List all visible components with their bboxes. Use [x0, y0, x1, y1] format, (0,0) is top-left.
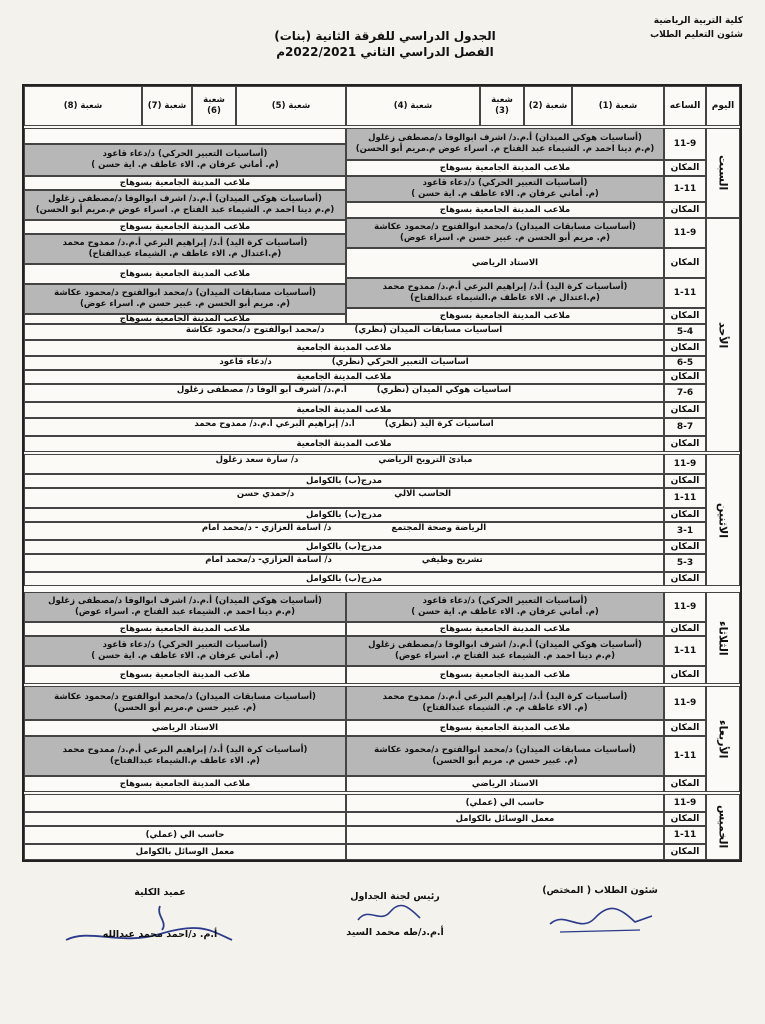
place-cell: ملاعب المدينة الجامعية بسوهاج — [346, 666, 664, 684]
course-name: (أساسيات التعبير الحركي) د/دعاء قاعود — [422, 596, 588, 606]
course-name: مبادئ الترويح الرياضي — [378, 455, 473, 465]
place-cell: ملاعب المدينة الجامعية بسوهاج — [24, 776, 346, 792]
col-time: الساعه — [664, 86, 706, 126]
empty-cell — [24, 128, 346, 144]
col-section-6: شعبة (6) — [192, 86, 236, 126]
class-cell — [346, 218, 664, 248]
place-cell: الاستاد الرياضي — [346, 248, 664, 278]
course-staff: د/محمد ابوالفتوح د/محمود عكاشة — [185, 325, 325, 335]
course-name: (أساسيات كرة اليد) أ.د/ إبراهيم البرعي أ.م.د/ ممدوح محمد — [62, 745, 308, 755]
place-cell: معمل الوسائل بالكوامل — [24, 844, 346, 860]
time-cell: 11-9 — [664, 454, 706, 474]
theory-course-row — [24, 324, 664, 340]
place-cell: الاستاد الرياضي — [346, 776, 664, 792]
place-cell: مدرج(ب) بالكوامل — [24, 572, 664, 586]
course-name: (أساسيات مسابقات الميدان) د/محمد ابوالفتوح د/محمود عكاشة — [374, 222, 636, 232]
course-staff: (م. أماني عرفان م. الاء عاطف م. اية حسن ) — [411, 189, 599, 199]
time-cell: 11-9 — [664, 128, 706, 160]
time-cell: 1-11 — [664, 636, 706, 666]
place-cell: مدرج(ب) بالكوامل — [24, 508, 664, 522]
place-label: المكان — [664, 720, 706, 736]
signature-scribble-committee — [350, 902, 430, 928]
place-label: المكان — [664, 248, 706, 278]
place-label: المكان — [664, 508, 706, 522]
place-label: المكان — [664, 474, 706, 488]
course-name: (أساسيات هوكي الميدان) أ.م.د/ اشرف ابوالوفا د/مصطفى زغلول — [368, 640, 642, 650]
course-name: (أساسيات التعبير الحركي) د/دعاء قاعود — [102, 640, 268, 650]
class-cell — [346, 592, 664, 622]
day-sunday: الأحد — [706, 218, 740, 452]
empty-cell — [24, 794, 346, 812]
theory-course-row — [24, 384, 664, 402]
time-cell: 7-6 — [664, 384, 706, 402]
course-name: اساسيات التعبير الحركي (نظري) — [331, 357, 469, 367]
course-staff: (م. الاء عاطف م. م. الشيماء عبدالفتاح) — [422, 703, 588, 713]
time-cell: 1-11 — [664, 488, 706, 508]
place-label: المكان — [664, 540, 706, 554]
col-section-1: شعبة (1) — [572, 86, 664, 126]
college-name: كلية التربية الرياضية — [653, 16, 743, 26]
class-cell — [346, 278, 664, 308]
time-cell: 5-4 — [664, 324, 706, 340]
course-staff: (م.م دينا احمد م. الشيماء عبد الفتاح م. اسراء عوض) — [75, 607, 295, 617]
time-cell: 5-3 — [664, 554, 706, 572]
class-cell — [24, 686, 346, 720]
time-cell: 11-9 — [664, 686, 706, 720]
course-name: اساسيات كرة اليد (نظري) — [384, 419, 494, 429]
place-cell: ملاعب المدينة الجامعية — [24, 436, 664, 452]
place-cell: ملاعب المدينة الجامعية بسوهاج — [346, 622, 664, 636]
course-staff: (م. مريم أبو الحسن م. عبير حسن م. اسراء عوض) — [400, 233, 610, 243]
class-cell — [24, 234, 346, 264]
time-cell: 6-5 — [664, 356, 706, 370]
signature-title: شئون الطلاب ( المختص) — [542, 885, 658, 896]
col-section-3: شعبة (3) — [480, 86, 524, 126]
course-name: الرياضة وصحة المجتمع — [391, 523, 487, 533]
place-label: المكان — [664, 308, 706, 324]
course-name: (أساسيات هوكي الميدان) أ.م.د/ اشرف ابوالوفا د/مصطفى زغلول — [48, 194, 322, 204]
place-cell: ملاعب المدينة الجامعية بسوهاج — [24, 314, 346, 324]
place-label: المكان — [664, 776, 706, 792]
signature-scribble-dean — [60, 900, 240, 950]
time-cell: 11-9 — [664, 218, 706, 248]
empty-cell — [24, 812, 346, 826]
day-saturday: السبت — [706, 128, 740, 218]
course-staff: (م.م دينا احمد م. الشيماء عبد الفتاح م. اسراء عوض) — [395, 651, 615, 661]
col-section-4: شعبة (4) — [346, 86, 480, 126]
course-name: (أساسيات كرة اليد) أ.د/ إبراهيم البرعي أ.م.د/ ممدوح محمد — [62, 238, 308, 248]
place-cell: مدرج(ب) بالكوامل — [24, 540, 664, 554]
col-day: اليوم — [706, 86, 740, 126]
time-cell: 11-9 — [664, 592, 706, 622]
place-cell: الاستاد الرياضي — [24, 720, 346, 736]
course-staff: د/ اسامة العزازي - د/محمد امام — [201, 523, 332, 533]
place-label: المكان — [664, 666, 706, 684]
class-cell — [24, 636, 346, 666]
course-name: (أساسيات كرة اليد) أ.د/ إبراهيم البرعي أ.م.د/ ممدوح محمد — [382, 692, 628, 702]
day-monday: الاثنين — [706, 454, 740, 586]
schedule-title: الجدول الدراسي للفرقة الثانية (بنات) — [274, 29, 496, 43]
theory-course-row — [24, 454, 664, 474]
place-label: المكان — [664, 370, 706, 384]
committee-head-name: أ.م.د/طه محمد السيد — [346, 927, 444, 938]
course-staff: (م. أماني عرفان م. الاء عاطف م. اية حسن ) — [91, 160, 279, 170]
course-staff: (م. عبير حسن م. مريم أبو الحسن) — [432, 756, 578, 766]
time-cell: 11-9 — [664, 794, 706, 812]
course-name: (أساسيات التعبير الحركي) د/دعاء قاعود — [102, 149, 268, 159]
class-cell — [346, 686, 664, 720]
course-name: اساسيات هوكي الميدان (نظري) — [376, 385, 512, 395]
course-staff: (م.اعتدال م. الاء عاطف م.الشيماء عبدالفتاح) — [410, 293, 600, 303]
dean-name: أ.م. د/احمد محمد عبدالله — [102, 929, 218, 940]
place-cell: ملاعب المدينة الجامعية بسوهاج — [346, 202, 664, 218]
place-label: المكان — [664, 622, 706, 636]
place-label: المكان — [664, 572, 706, 586]
theory-course-row — [24, 488, 664, 508]
theory-course-row — [24, 554, 664, 572]
time-cell: 3-1 — [664, 522, 706, 540]
course-staff: د/دعاء قاعود — [219, 357, 272, 367]
schedule-subtitle: الفصل الدراسي الثاني 2022/2021م — [276, 45, 494, 59]
course-staff: (م.م دينا احمد م. الشيماء عبد الفتاح م. اسراء عوض م.مريم أبو الحسن) — [355, 144, 655, 154]
document-title — [250, 28, 520, 60]
place-cell: ملاعب المدينة الجامعية — [24, 340, 664, 356]
place-cell: ملاعب المدينة الجامعية بسوهاج — [24, 176, 346, 190]
place-label: المكان — [664, 160, 706, 176]
time-cell: 1-11 — [664, 176, 706, 202]
course-name: تشريح وظيفي — [421, 555, 483, 565]
course-staff: (م. مريم أبو الحسن م. عبير حسن م. اسراء عوض) — [80, 299, 290, 309]
class-cell: حاسب الي (عملي) — [24, 826, 346, 844]
class-cell — [346, 128, 664, 160]
theory-course-row — [24, 522, 664, 540]
course-staff: (م. الاء عاطف م.الشيماء عبدالفتاح) — [110, 756, 260, 766]
place-label: المكان — [664, 844, 706, 860]
day-tuesday: الثلاثاء — [706, 592, 740, 684]
class-cell — [346, 736, 664, 776]
place-cell: ملاعب المدينة الجامعية بسوهاج — [24, 666, 346, 684]
course-staff: (م.م دينا احمد م. الشيماء عبد الفتاح م. اسراء عوض م.مريم أبو الحسن) — [35, 205, 335, 215]
place-cell: ملاعب المدينة الجامعية بسوهاج — [24, 220, 346, 234]
course-name: (أساسيات مسابقات الميدان) د/محمد ابوالفتوح د/محمود عكاشة — [374, 745, 636, 755]
empty-cell — [346, 844, 664, 860]
theory-course-row — [24, 418, 664, 436]
theory-course-row — [24, 356, 664, 370]
day-thursday: الخميس — [706, 794, 740, 860]
class-cell — [24, 592, 346, 622]
course-name: (أساسيات التعبير الحركي) د/دعاء قاعود — [422, 178, 588, 188]
class-cell — [346, 176, 664, 202]
course-staff: د/ اسامة العزازي- د/محمد امام — [205, 555, 332, 565]
col-section-7: شعبة (7) — [142, 86, 192, 126]
course-name: (أساسيات هوكي الميدان) أ.م.د/ اشرف ابوالوفا د/مصطفى زغلول — [48, 596, 322, 606]
place-cell: ملاعب المدينة الجامعية بسوهاج — [346, 308, 664, 324]
day-wednesday: الأربعاء — [706, 686, 740, 792]
course-staff: أ.م.د/ اشرف أبو الوفا د/ مصطفى زغلول — [176, 385, 347, 395]
place-cell: ملاعب المدينة الجامعية — [24, 402, 664, 418]
course-name: (أساسيات هوكي الميدان) أ.م.د/ اشرف ابوالوفا د/مصطفى زغلول — [368, 133, 642, 143]
class-cell: حاسب الي (عملي) — [346, 794, 664, 812]
course-staff: د/ سارة سعد زغلول — [215, 455, 299, 465]
class-cell — [24, 736, 346, 776]
place-label: المكان — [664, 340, 706, 356]
dean-signature — [90, 886, 230, 900]
course-name: (أساسيات كرة اليد) أ.د/ إبراهيم البرعي أ.م.د/ ممدوح محمد — [382, 282, 628, 292]
course-staff: (م. عبير حسن م.مريم أبو الحسن) — [113, 703, 257, 713]
col-section-5: شعبة (5) — [236, 86, 346, 126]
course-name: الحاسب الالي — [394, 489, 452, 499]
place-cell: ملاعب المدينة الجامعية بسوهاج — [24, 622, 346, 636]
course-name: (أساسيات مسابقات الميدان) د/محمد ابوالفتوح د/محمود عكاشة — [54, 692, 316, 702]
course-name: (أساسيات مسابقات الميدان) د/محمد ابوالفتوح د/محمود عكاشة — [54, 288, 316, 298]
place-cell: معمل الوسائل بالكوامل — [346, 812, 664, 826]
place-cell: ملاعب المدينة الجامعية بسوهاج — [24, 264, 346, 284]
signature-title: عميد الكلية — [134, 887, 186, 898]
institution-header — [593, 14, 743, 42]
course-staff: (م. أماني عرفان م. الاء عاطف م. اية حسن ) — [91, 651, 279, 661]
place-cell: ملاعب المدينة الجامعية بسوهاج — [346, 160, 664, 176]
department-name: شئون التعليم الطلاب — [650, 30, 743, 40]
course-staff: د/حمدي حسن — [236, 489, 295, 499]
course-staff: أ.د/ إبراهيم البرعي أ.م.د/ ممدوح محمد — [194, 419, 355, 429]
signature-title: رئيس لجنة الجداول — [350, 891, 440, 902]
place-cell: ملاعب المدينة الجامعية — [24, 370, 664, 384]
place-cell: ملاعب المدينة الجامعية بسوهاج — [346, 720, 664, 736]
time-cell: 1-11 — [664, 278, 706, 308]
course-staff: (م.اعتدال م. الاء عاطف م. الشيماء عبدالفتاح) — [88, 249, 282, 259]
class-cell — [346, 636, 664, 666]
class-cell — [24, 190, 346, 220]
place-label: المكان — [664, 402, 706, 418]
time-cell: 8-7 — [664, 418, 706, 436]
course-name: اساسيات مسابقات الميدان (نظري) — [354, 325, 503, 335]
col-section-8: شعبة (8) — [24, 86, 142, 126]
student-affairs-signature — [530, 884, 670, 898]
place-label: المكان — [664, 812, 706, 826]
class-cell — [24, 144, 346, 176]
schedule-table — [22, 84, 742, 862]
place-label: المكان — [664, 202, 706, 218]
course-staff: (م. أماني عرفان م. الاء عاطف م. اية حسن ) — [411, 607, 599, 617]
place-label: المكان — [664, 436, 706, 452]
col-section-2: شعبة (2) — [524, 86, 572, 126]
class-cell — [24, 284, 346, 314]
place-cell: مدرج(ب) بالكوامل — [24, 474, 664, 488]
signature-scribble-affairs — [540, 900, 660, 940]
empty-cell — [346, 826, 664, 844]
time-cell: 1-11 — [664, 826, 706, 844]
time-cell: 1-11 — [664, 736, 706, 776]
